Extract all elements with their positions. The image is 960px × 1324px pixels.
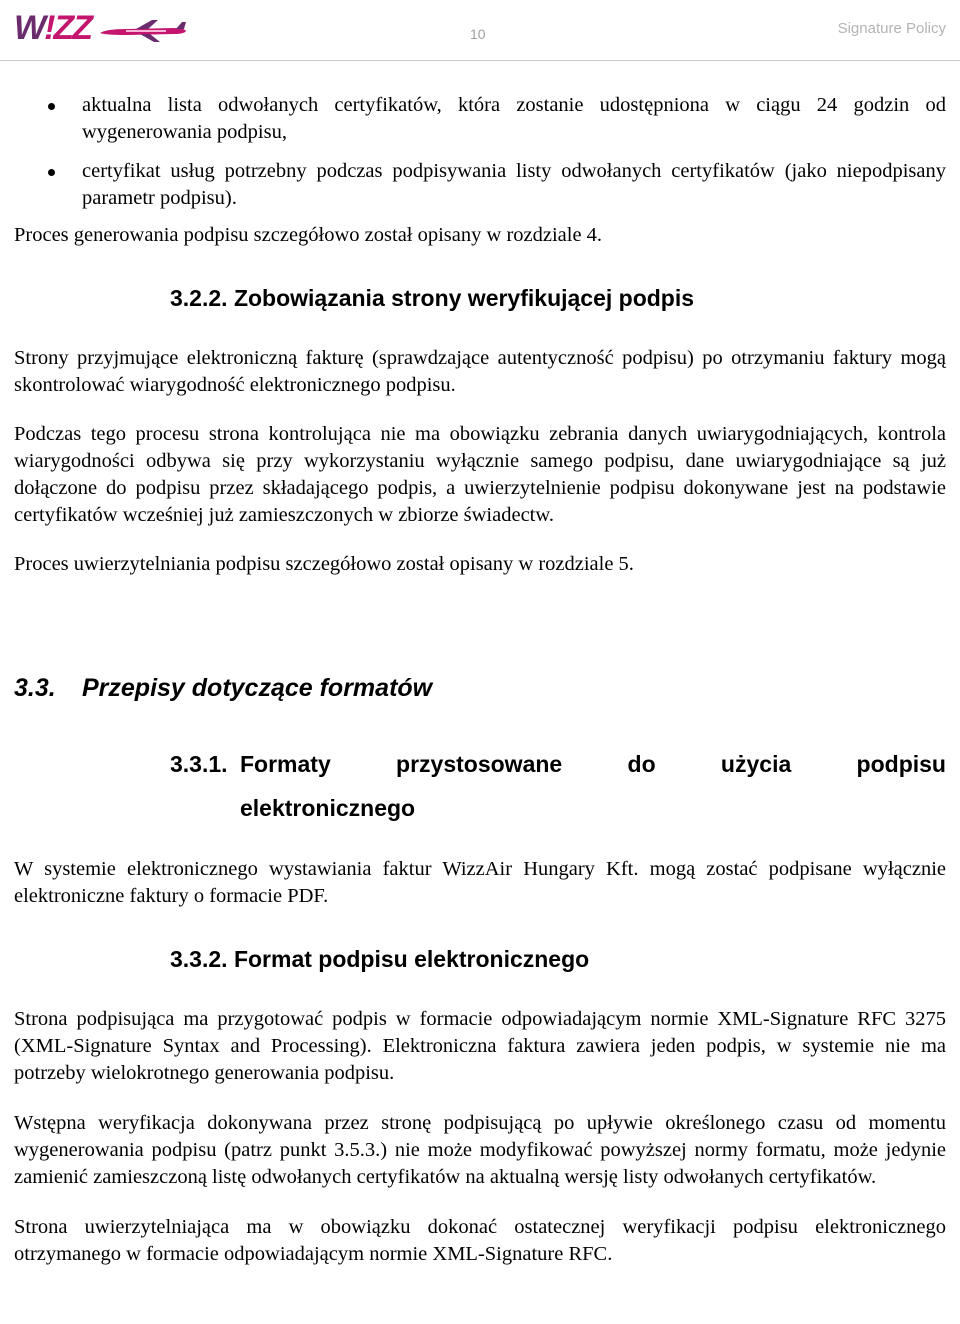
paragraph: Wstępna weryfikacja dokonywana przez stronę podpisującą po upływie określonego czasu od momentu wygenerowania podpisu (patrz punkt 3.5.3.) nie może modyfikować powyższej normy formatu, może jedynie zamienić zamieszczoną listę odwołanych certyfikatów na aktualną wersję listy odwołanych certyfikatów. bbox=[14, 1112, 946, 1188]
bullet-icon bbox=[48, 103, 55, 110]
paragraph: Strona podpisująca ma przygotować podpis w formacie odpowiadającym normie XML-Signature RFC 3275 (XML-Signature Syntax and Processing). Elektroniczna faktura zawiera jeden podpis, w systemie nie ma potrzeby wielokrotnego generowania podpisu. bbox=[14, 1008, 946, 1084]
section-heading-3-2-2: 3.2.2. Zobowiązania strony weryfikującej podpis bbox=[170, 285, 695, 311]
logo-wordmark: W!ZZ bbox=[14, 9, 91, 47]
page-header bbox=[0, 0, 960, 61]
paragraph: Proces generowania podpisu szczegółowo został opisany w rozdziale 4. bbox=[14, 224, 603, 246]
section-heading-3-3-1-line2: elektronicznego bbox=[240, 795, 416, 821]
paragraph: Proces uwierzytelniania podpisu szczegółowo został opisany w rozdziale 5. bbox=[14, 553, 634, 575]
list-item: certyfikat usług potrzebny podczas podpisywania listy odwołanych certyfikatów (jako niepodpisany parametr podpisu). bbox=[14, 158, 946, 212]
page-number: 10 bbox=[470, 26, 486, 42]
paragraph: Podczas tego procesu strona kontrolująca nie ma obowiązku zebrania danych uwiarygodniających, kontrola wiarygodności odbywa się przy wykorzystaniu wyłącznie samego podpisu, dane uwiarygodniające są już dołączone do podpisu przez składającego podpis, a uwierzytelnienie podpisu dokonywane jest na podstawie certyfikatów wcześniej już zamieszczonych w zbiorze świadectw. bbox=[14, 423, 946, 526]
bullet-icon bbox=[48, 169, 55, 176]
document-body bbox=[14, 92, 946, 1268]
wizz-logo bbox=[14, 8, 174, 48]
airplane-icon bbox=[96, 18, 188, 44]
section-heading-3-3-1: 3.3.1. Formaty przystosowane do użycia podpisu bbox=[170, 751, 946, 777]
paragraph: Strony przyjmujące elektroniczną fakturę (sprawdzające autentyczność podpisu) po otrzymaniu faktury mogą skontrolować wiarygodność elektronicznego podpisu. bbox=[14, 347, 946, 396]
paragraph: W systemie elektronicznego wystawiania faktur WizzAir Hungary Kft. mogą zostać podpisane wyłącznie elektroniczne faktury o formacie PDF. bbox=[14, 858, 946, 907]
section-heading-3-3: 3.3. Przepisy dotyczące formatów bbox=[14, 674, 433, 702]
list-item: aktualna lista odwołanych certyfikatów, która zostanie udostępniona w ciągu 24 godzin od wygenerowania podpisu, bbox=[14, 92, 946, 146]
document-title: Signature Policy bbox=[837, 20, 946, 37]
paragraph: Strona uwierzytelniająca ma w obowiązku dokonać ostatecznej weryfikacji podpisu elektronicznego otrzymanego w formacie odpowiadającym normie XML-Signature RFC. bbox=[14, 1216, 946, 1265]
section-heading-3-3-2: 3.3.2. Format podpisu elektronicznego bbox=[170, 946, 590, 972]
bullet-list bbox=[14, 92, 946, 212]
